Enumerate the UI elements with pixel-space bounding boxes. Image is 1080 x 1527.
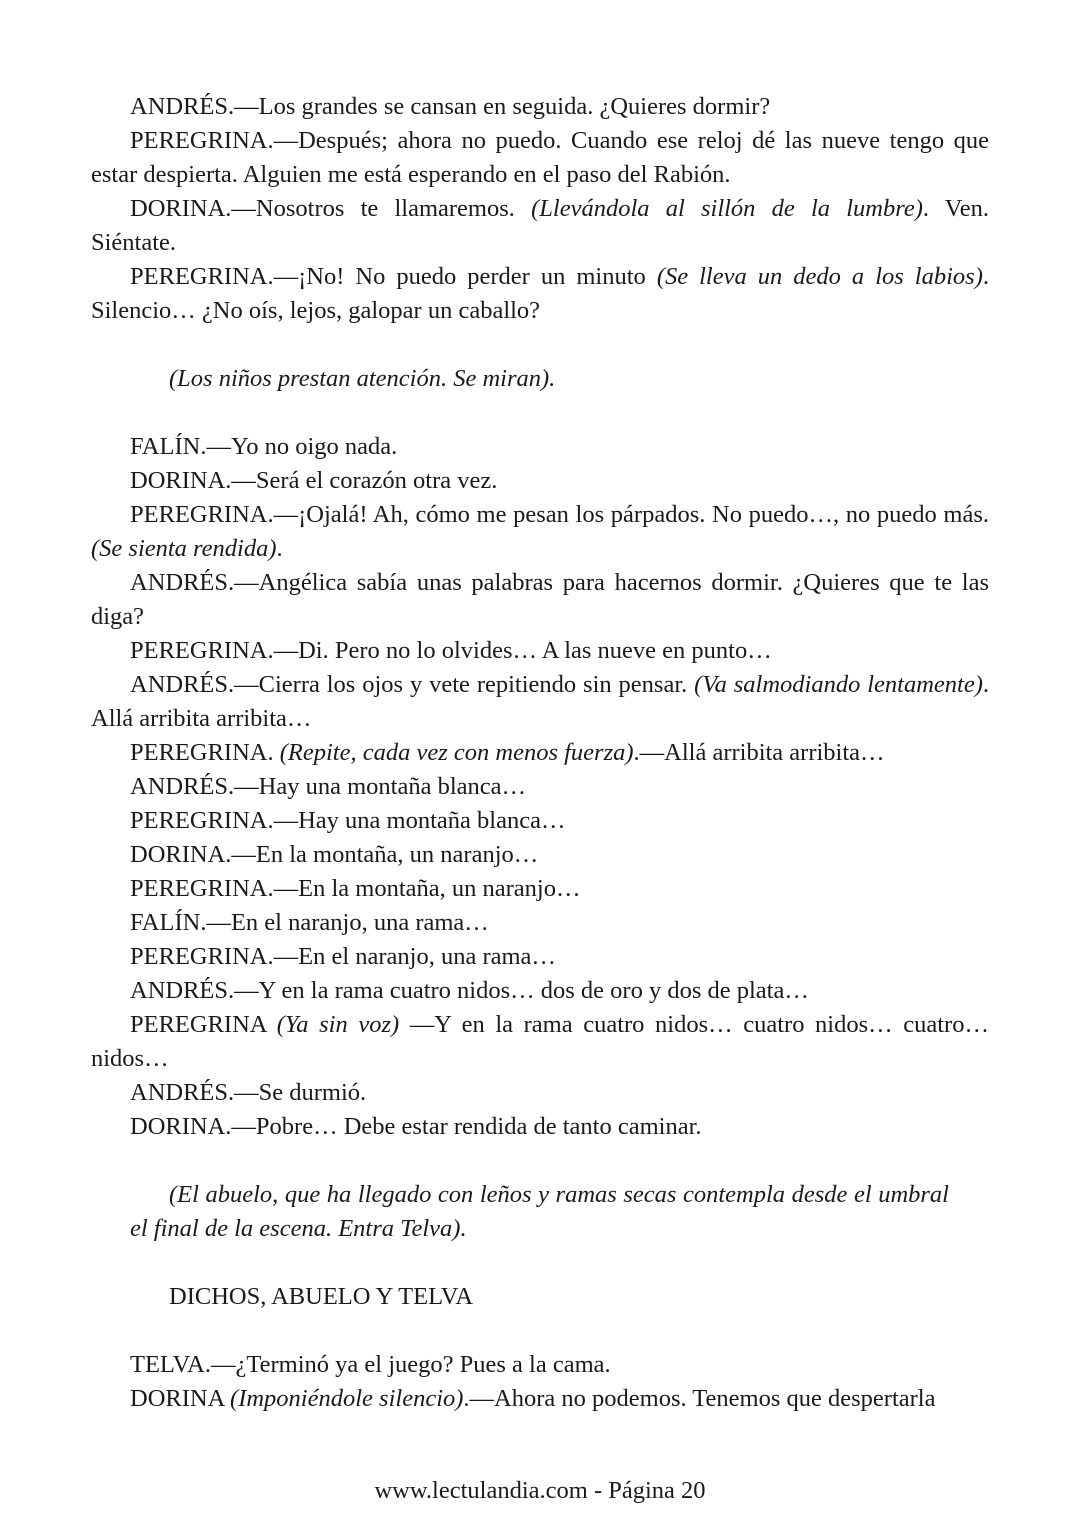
dialogue-line: DORINA.—Nosotros te llamaremos. (Llevándola al sillón de la lumbre). Ven. Siéntate. [91, 195, 990, 256]
dialogue-line: PEREGRINA.—En la montaña, un naranjo… [130, 875, 581, 902]
dialogue-line: DORINA.—En la montaña, un naranjo… [130, 841, 539, 868]
dialogue-line: PEREGRINA.—En el naranjo, una rama… [130, 943, 556, 970]
dialogue-line: ANDRÉS.—Y en la rama cuatro nidos… dos de oro y dos de plata… [130, 977, 809, 1004]
dialogue-line: DORINA.—Será el corazón otra vez. [130, 467, 498, 494]
dialogue-line: PEREGRINA (Ya sin voz) —Y en la rama cuatro nidos… cuatro nidos… cuatro… nidos… [91, 1011, 989, 1072]
dialogue-line: ANDRÉS.—Se durmió. [130, 1079, 367, 1106]
stage-direction: (El abuelo, que ha llegado con leños y ramas secas contempla desde el umbral el final de la escena. Entra Telva). [130, 1181, 949, 1242]
dialogue-line: PEREGRINA.—Hay una montaña blanca… [130, 807, 566, 834]
dialogue-line: TELVA.—¿Terminó ya el juego? Pues a la cama. [130, 1351, 611, 1378]
dialogue-line: ANDRÉS.—Los grandes se cansan en seguida. ¿Quieres dormir? [130, 93, 771, 120]
document-page [91, 90, 989, 1416]
dialogue-line: ANDRÉS.—Angélica sabía unas palabras para hacernos dormir. ¿Quieres que te las diga? [91, 569, 989, 630]
page-footer: www.lectulandia.com - Página 20 [374, 1477, 706, 1504]
dialogue-line: PEREGRINA.—¡No! No puedo perder un minuto (Se lleva un dedo a los labios). Silencio… ¿No oís, lejos, galopar un caballo? [91, 263, 989, 324]
dialogue-line: PEREGRINA.—Después; ahora no puedo. Cuando ese reloj dé las nueve tengo que estar despierta. Alguien me está esperando en el paso del Rabión. [91, 127, 989, 188]
dialogue-line: ANDRÉS.—Hay una montaña blanca… [130, 773, 526, 800]
dialogue-line: FALÍN.—Yo no oigo nada. [130, 433, 398, 460]
dialogue-line: PEREGRINA.—¡Ojalá! Ah, cómo me pesan los párpados. No puedo…, no puedo más. (Se sienta rendida). [91, 501, 989, 562]
dialogue-line: DORINA.—Pobre… Debe estar rendida de tanto caminar. [130, 1113, 702, 1140]
dialogue-line: DORINA (Imponiéndole silencio).—Ahora no podemos. Tenemos que despertarla [130, 1385, 936, 1412]
stage-direction: (Los niños prestan atención. Se miran). [169, 365, 556, 392]
dialogue-line: PEREGRINA.—Di. Pero no lo olvides… A las nueve en punto… [130, 637, 772, 664]
scene-heading: DICHOS, ABUELO Y TELVA [169, 1283, 474, 1310]
dialogue-line: FALÍN.—En el naranjo, una rama… [130, 909, 489, 936]
dialogue-line: ANDRÉS.—Cierra los ojos y vete repitiendo sin pensar. (Va salmodiando lentamente). Allá arribita arribita… [91, 671, 989, 732]
dialogue-line: PEREGRINA. (Repite, cada vez con menos fuerza).—Allá arribita arribita… [130, 739, 885, 766]
